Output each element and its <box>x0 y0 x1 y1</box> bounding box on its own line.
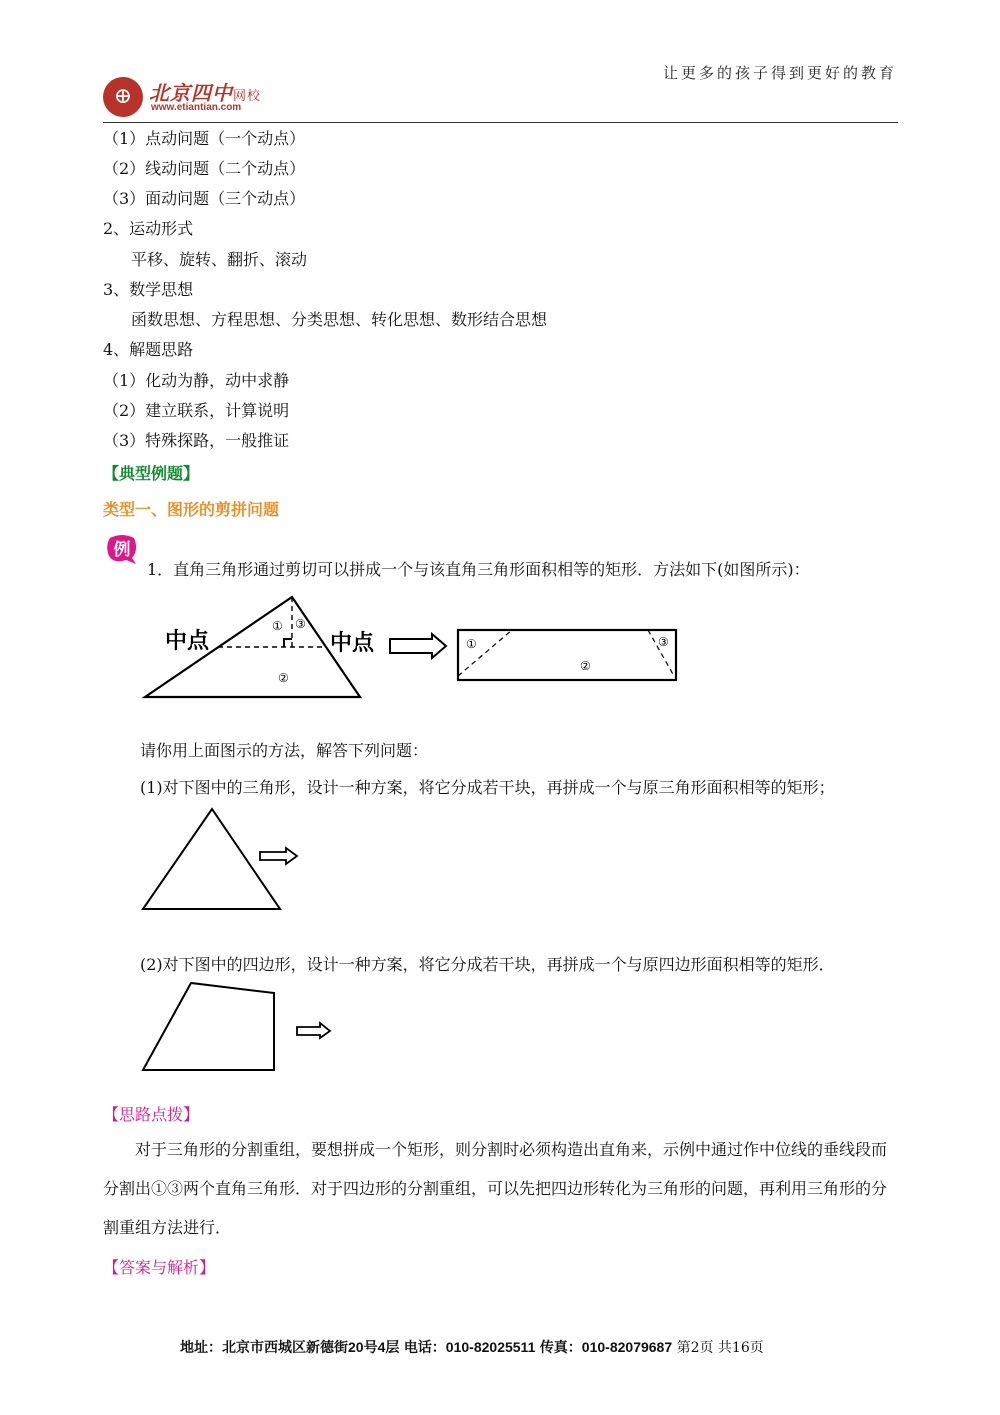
answer-title: 【答案与解析】 <box>103 1258 216 1277</box>
outline-heading-2: 2、运动形式 <box>103 219 194 238</box>
rect-piece-1-label: ① <box>466 637 477 651</box>
site-logo[interactable] <box>103 75 283 119</box>
part-2-text: (2)对下图中的四边形，设计一种方案，将它分成若干块，再拼成一个与原四边形面积相等的矩形． <box>140 955 835 974</box>
part-1-text: (1)对下图中的三角形，设计一种方案，将它分成若干块，再拼成一个与原三角形面积相等的矩形； <box>140 778 835 797</box>
logo-url: www.etiantian.com <box>151 102 242 113</box>
outline-line-3: （3）面动问题（三个动点） <box>103 189 306 208</box>
outline-step-1: （1）化动为静，动中求静 <box>103 371 290 390</box>
outline-line-1: （1）点动问题（一个动点） <box>103 129 306 148</box>
outline-text-3: 函数思想、方程思想、分类思想、转化思想、数形结合思想 <box>131 310 548 329</box>
logo-name: 北京四中网校 <box>149 81 262 105</box>
hint-title: 【思路点拨】 <box>103 1105 200 1124</box>
example-badge-label: 例 <box>113 540 131 560</box>
footer-fax: 传真：010-82079687 <box>539 1339 673 1355</box>
outline-line-2: （2）线动问题（二个动点） <box>103 159 306 178</box>
example-badge-icon <box>106 534 138 564</box>
header-divider <box>103 122 898 123</box>
example-question: 1．直角三角形通过剪切可以拼成一个与该直角三角形面积相等的矩形．方法如下(如图所示)： <box>147 560 810 579</box>
example-figure <box>140 590 700 705</box>
section-title: 【典型例题】 <box>103 464 200 483</box>
outline-step-3: （3）特殊探路，一般推证 <box>103 431 290 450</box>
footer-phone: 电话：010-82025511 <box>403 1339 536 1355</box>
outline-heading-4: 4、解题思路 <box>103 340 194 359</box>
arrow-right-icon <box>297 1023 330 1038</box>
midpoint-label-left: 中点 <box>165 628 210 653</box>
type-title: 类型一、图形的剪拼问题 <box>103 500 280 519</box>
footer-page: 第2页 共16页 <box>676 1340 764 1356</box>
midpoint-label-right: 中点 <box>330 630 375 655</box>
page-footer <box>180 1337 764 1357</box>
piece-1-label: ① <box>272 619 283 633</box>
rect-piece-3-label: ③ <box>658 635 669 649</box>
quadrilateral-shape <box>143 983 274 1070</box>
logo-suffix: 网校 <box>233 89 262 104</box>
outline-heading-3: 3、数学思想 <box>103 280 194 299</box>
header-slogan: 让更多的孩子得到更好的教育 <box>662 64 897 82</box>
arrow-right-icon <box>390 634 446 658</box>
logo-emblem-icon: ⊕ <box>103 77 143 117</box>
arrow-right-icon <box>260 848 297 864</box>
piece-3-label: ③ <box>295 617 306 631</box>
triangle-figure <box>140 805 310 915</box>
hint-body: 对于三角形的分割重组，要想拼成一个矩形，则分割时必须构造出直角来，示例中通过作中位线的垂线段而分割出①③两个直角三角形．对于四边形的分割重组，可以先把四边形转化为三角形的问题，再利用三角形的分割重组方法进行． <box>103 1140 888 1237</box>
quadrilateral-figure <box>140 980 340 1075</box>
outline-text-2: 平移、旋转、翻折、滚动 <box>131 250 308 269</box>
outline-step-2: （2）建立联系，计算说明 <box>103 401 290 420</box>
right-angle-mark <box>284 639 292 647</box>
result-rectangle <box>458 630 676 680</box>
prompt-text: 请你用上面图示的方法，解答下列问题： <box>140 741 429 760</box>
rect-piece-2-label: ② <box>580 659 591 673</box>
footer-address: 地址：北京市西城区新德街20号4层 <box>180 1339 400 1355</box>
piece-2-label: ② <box>278 671 289 685</box>
